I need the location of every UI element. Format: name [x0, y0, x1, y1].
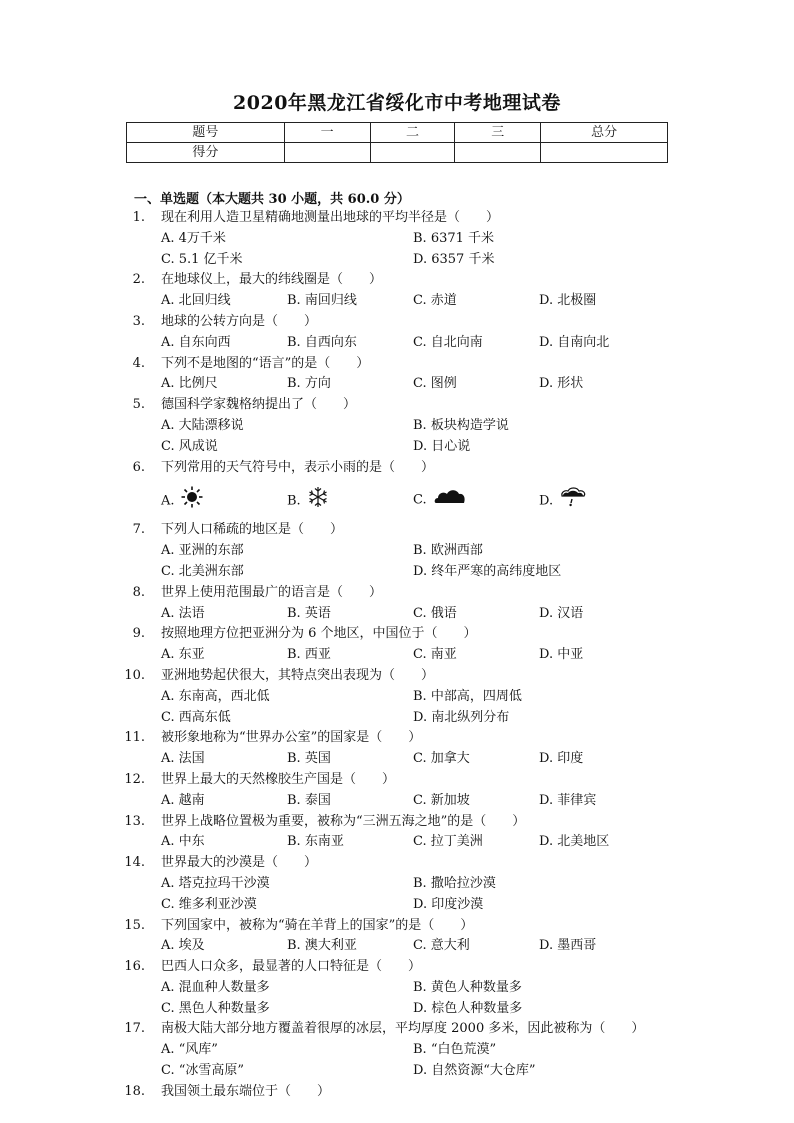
option-label: B. 西亚 — [287, 647, 331, 663]
option-d — [539, 749, 583, 770]
options-row — [0, 1061, 794, 1082]
question-text: 下列国家中，被称为“骑在羊背上的国家”的是（ ） — [161, 917, 474, 933]
option-label: A. 4万千米 — [161, 230, 226, 246]
options-row — [0, 832, 794, 853]
question-stem — [0, 1019, 794, 1040]
option-c — [413, 832, 483, 853]
option-b — [413, 229, 494, 250]
question-number: 10. — [124, 667, 145, 683]
option-label: D. 南北纵列分布 — [413, 709, 510, 725]
option-b — [413, 541, 483, 562]
snowflake-icon — [307, 486, 329, 516]
option-label: A. 亚洲的东部 — [161, 543, 244, 559]
option-d — [539, 604, 583, 625]
option-label: C. 拉丁美洲 — [413, 834, 483, 850]
option-d — [413, 1061, 536, 1082]
option-d — [413, 708, 509, 729]
question-stem — [0, 1082, 794, 1103]
question-stem — [0, 312, 794, 333]
question-stem — [0, 520, 794, 541]
option-label: C. 图例 — [413, 376, 457, 392]
question-stem — [0, 458, 794, 479]
option-label: C. 黑色人种数量多 — [161, 1000, 270, 1016]
option-label: C. 自北向南 — [413, 334, 483, 350]
options-row — [0, 645, 794, 666]
question-stem — [0, 395, 794, 416]
score-cell — [455, 143, 541, 163]
score-header-cell: 二 — [370, 123, 455, 143]
option-label: B. 板块构造学说 — [413, 417, 509, 433]
option-label: D. 日心说 — [413, 438, 471, 454]
question-number: 2. — [132, 272, 145, 288]
option-label: B. 自西向东 — [287, 334, 357, 350]
option-label: D. 中亚 — [539, 647, 584, 663]
question-text: 巴西人口众多，最显著的人口特征是（ ） — [161, 959, 422, 975]
question-text: 德国科学家魏格纳提出了（ ） — [161, 397, 357, 413]
option-label: D. 印度 — [539, 751, 584, 767]
question-text: 下列人口稀疏的地区是（ ） — [161, 522, 344, 538]
question-text: 现在利用人造卫星精确地测量出地球的平均半径是（ ） — [161, 210, 500, 225]
option-d — [539, 291, 596, 312]
option-label: B. 黄色人种数量多 — [413, 979, 522, 995]
options-row — [0, 936, 794, 957]
option-b — [287, 374, 331, 395]
option-c — [413, 374, 457, 395]
question-stem — [0, 624, 794, 645]
options-row — [0, 437, 794, 458]
question-text: 按照地理方位把亚洲分为 6 个地区，中国位于（ ） — [161, 626, 477, 642]
option-label: D. 北极圈 — [539, 293, 597, 309]
option-c — [161, 562, 244, 583]
options-row — [0, 999, 794, 1020]
option-label: C. 风成说 — [161, 438, 218, 454]
option-label: C. 北美洲东部 — [161, 563, 244, 579]
options-row — [0, 291, 794, 312]
question-text: 在地球仪上，最大的纬线圈是（ ） — [161, 272, 383, 288]
option-c — [413, 936, 470, 957]
option-d — [539, 936, 596, 957]
options-row — [0, 749, 794, 770]
options-row — [0, 604, 794, 625]
options-row — [0, 229, 794, 250]
option-label: D. 北美地区 — [539, 834, 610, 850]
option-b — [287, 604, 331, 625]
option-a — [161, 936, 205, 957]
light-rain-icon — [559, 486, 587, 516]
option-b — [287, 791, 331, 812]
score-cell — [541, 143, 668, 163]
option-label: D. 汉语 — [539, 605, 584, 621]
option-b — [287, 832, 344, 853]
option-label: D. 自南向北 — [539, 334, 610, 350]
question-number: 13. — [124, 813, 145, 829]
option-a — [161, 978, 270, 999]
page-title: 2020年黑龙江省绥化市中考地理试卷 — [233, 92, 561, 114]
question-number: 15. — [124, 917, 145, 933]
option-c — [161, 437, 218, 458]
option-label: C. “冰雪高原” — [161, 1063, 245, 1079]
option-label: A. 法语 — [161, 605, 205, 621]
option-label: D. 形状 — [539, 376, 584, 392]
options-row — [0, 562, 794, 583]
option-label: C. 维多利亚沙漠 — [161, 896, 257, 912]
option-label: A. — [161, 493, 175, 509]
options-row — [0, 333, 794, 354]
score-table — [126, 122, 668, 163]
option-label: D. 菲律宾 — [539, 792, 597, 808]
option-label: B. 澳大利亚 — [287, 938, 357, 954]
option-label: B. — [287, 493, 301, 509]
option-label: C. 俄语 — [413, 605, 457, 621]
question-stem — [0, 666, 794, 687]
question-stem — [0, 957, 794, 978]
option-label: A. 塔克拉玛干沙漠 — [161, 875, 270, 891]
option-label: B. 英国 — [287, 751, 331, 767]
option-label: A. 越南 — [161, 792, 205, 808]
option-label: A. 东亚 — [161, 647, 205, 663]
option-label: C. 赤道 — [413, 293, 457, 309]
option-d — [539, 333, 609, 354]
question-stem — [0, 270, 794, 291]
question-number: 1. — [132, 210, 145, 225]
options-row — [0, 416, 794, 437]
option-label: D. 6357 千米 — [413, 251, 495, 267]
option-c — [413, 291, 457, 312]
question-text: 亚洲地势起伏很大，其特点突出表现为（ ） — [161, 667, 435, 683]
option-d — [413, 437, 470, 458]
option-d — [539, 791, 596, 812]
options-row — [0, 250, 794, 271]
option-label: C. 西高东低 — [161, 709, 231, 725]
option-label: A. 比例尺 — [161, 376, 218, 392]
question-number: 9. — [132, 626, 145, 642]
option-d — [539, 486, 587, 516]
question-stem — [0, 583, 794, 604]
question-number: 17. — [124, 1021, 145, 1037]
question-stem — [0, 728, 794, 749]
options-row — [0, 895, 794, 916]
option-d — [413, 250, 494, 271]
option-label: A. 北回归线 — [161, 293, 231, 309]
option-a — [161, 416, 244, 437]
sun-icon — [181, 486, 203, 516]
option-d — [413, 562, 561, 583]
option-label: B. “白色荒漠” — [413, 1042, 497, 1058]
option-label: B. 英语 — [287, 605, 331, 621]
option-b — [287, 936, 357, 957]
option-label: B. 撒哈拉沙漠 — [413, 875, 496, 891]
option-label: A. 东南高，西北低 — [161, 688, 270, 704]
option-b — [413, 1040, 496, 1061]
question-text: 世界上战略位置极为重要，被称为“三洲五海之地”的是（ ） — [161, 813, 526, 829]
option-a — [161, 374, 218, 395]
score-header-cell: 三 — [455, 123, 541, 143]
option-c — [413, 333, 483, 354]
question-stem — [0, 812, 794, 833]
option-b — [413, 874, 496, 895]
option-label: B. 东南亚 — [287, 834, 344, 850]
score-cell — [284, 143, 370, 163]
question-number: 5. — [132, 397, 145, 413]
option-a — [161, 749, 205, 770]
question-number: 4. — [132, 355, 145, 371]
question-text: 下列不是地图的“语言”的是（ ） — [161, 355, 370, 371]
question-text: 地球的公转方向是（ ） — [161, 313, 318, 329]
cloud-icon — [433, 486, 467, 514]
option-label: B. 方向 — [287, 376, 331, 392]
question-number: 12. — [124, 771, 145, 787]
question-number: 18. — [124, 1083, 145, 1099]
option-c — [413, 749, 470, 770]
score-row-label: 得分 — [127, 143, 285, 163]
option-d — [413, 895, 483, 916]
question-text: 南极大陆大部分地方覆盖着很厚的冰层，平均厚度 2000 多米，因此被称为（ ） — [161, 1021, 645, 1037]
option-a — [161, 1040, 218, 1061]
option-a — [161, 832, 205, 853]
option-d — [539, 645, 583, 666]
option-label: D. 自然资源“大仓库” — [413, 1063, 536, 1079]
option-label: C. 5.1 亿千米 — [161, 251, 243, 267]
option-c — [161, 708, 231, 729]
question-text: 被形象地称为“世界办公室”的国家是（ ） — [161, 730, 422, 746]
option-a — [161, 604, 205, 625]
options-row — [0, 1040, 794, 1061]
option-c — [413, 791, 470, 812]
question-number: 8. — [132, 584, 145, 600]
question-text: 世界最大的沙漠是（ ） — [161, 855, 318, 871]
score-header-cell: 题号 — [127, 123, 285, 143]
score-header-cell: 一 — [284, 123, 370, 143]
option-b — [287, 749, 331, 770]
question-text: 世界上使用范围最广的语言是（ ） — [161, 584, 383, 600]
option-label: A. 自东向西 — [161, 334, 231, 350]
option-a — [161, 791, 205, 812]
option-c — [161, 1061, 244, 1082]
option-a — [161, 291, 231, 312]
option-c — [413, 645, 457, 666]
option-d — [539, 374, 583, 395]
options-row — [0, 978, 794, 999]
option-b — [413, 416, 509, 437]
question-number: 11. — [124, 730, 145, 746]
option-label: B. 6371 千米 — [413, 230, 495, 246]
option-b — [413, 978, 522, 999]
option-label: C. — [413, 492, 427, 508]
option-label: A. 混血种人数量多 — [161, 979, 270, 995]
option-label: B. 南回归线 — [287, 293, 357, 309]
option-b — [287, 291, 357, 312]
option-a — [161, 486, 203, 516]
option-a — [161, 229, 226, 250]
question-stem — [0, 916, 794, 937]
option-c — [161, 250, 243, 271]
option-a — [161, 333, 231, 354]
score-cell — [370, 143, 455, 163]
options-row — [0, 874, 794, 895]
question-text: 世界上最大的天然橡胶生产国是（ ） — [161, 771, 396, 787]
options-row — [0, 708, 794, 729]
option-c — [413, 486, 467, 514]
option-label: D. 终年严寒的高纬度地区 — [413, 563, 562, 579]
option-b — [287, 486, 329, 516]
option-label: C. 南亚 — [413, 647, 457, 663]
option-a — [161, 687, 270, 708]
option-label: B. 中部高，四周低 — [413, 688, 522, 704]
question-number: 16. — [124, 959, 145, 975]
option-a — [161, 874, 270, 895]
option-label: D. 棕色人种数量多 — [413, 1000, 523, 1016]
option-a — [161, 541, 244, 562]
score-table-score-row — [127, 143, 668, 163]
option-c — [161, 895, 257, 916]
option-label: A. 大陆漂移说 — [161, 417, 244, 433]
question-stem — [0, 354, 794, 375]
option-label: A. 法国 — [161, 751, 205, 767]
option-label: D. 印度沙漠 — [413, 896, 484, 912]
question-list — [0, 208, 794, 1103]
question-number: 6. — [132, 459, 145, 475]
option-c — [413, 604, 457, 625]
question-number: 7. — [132, 522, 145, 538]
option-label: A. 中东 — [161, 834, 205, 850]
score-header-cell: 总分 — [541, 123, 668, 143]
question-text: 下列常用的天气符号中，表示小雨的是（ ） — [161, 459, 435, 475]
options-row — [0, 374, 794, 395]
options-row — [0, 687, 794, 708]
option-b — [287, 645, 331, 666]
option-label: D. — [539, 493, 554, 509]
option-label: A. 埃及 — [161, 938, 205, 954]
option-a — [161, 645, 205, 666]
question-stem — [0, 853, 794, 874]
option-label: D. 墨西哥 — [539, 938, 597, 954]
option-label: B. 欧洲西部 — [413, 543, 483, 559]
section-title: 一、单选题（本大题共 30 小题，共 60.0 分） — [134, 192, 410, 207]
option-b — [413, 687, 522, 708]
option-label: A. “风库” — [161, 1042, 218, 1058]
question-text: 我国领土最东端位于（ ） — [161, 1083, 331, 1099]
options-row — [0, 478, 794, 520]
options-row — [0, 541, 794, 562]
question-number: 3. — [132, 313, 145, 329]
option-label: C. 新加坡 — [413, 792, 470, 808]
question-number: 14. — [124, 855, 145, 871]
option-label: C. 意大利 — [413, 938, 470, 954]
option-b — [287, 333, 357, 354]
option-c — [161, 999, 270, 1020]
question-stem — [0, 770, 794, 791]
question-stem — [0, 208, 794, 229]
option-label: C. 加拿大 — [413, 751, 470, 767]
option-d — [413, 999, 522, 1020]
score-table-header-row — [127, 123, 668, 143]
option-d — [539, 832, 609, 853]
option-label: B. 泰国 — [287, 792, 331, 808]
options-row — [0, 791, 794, 812]
